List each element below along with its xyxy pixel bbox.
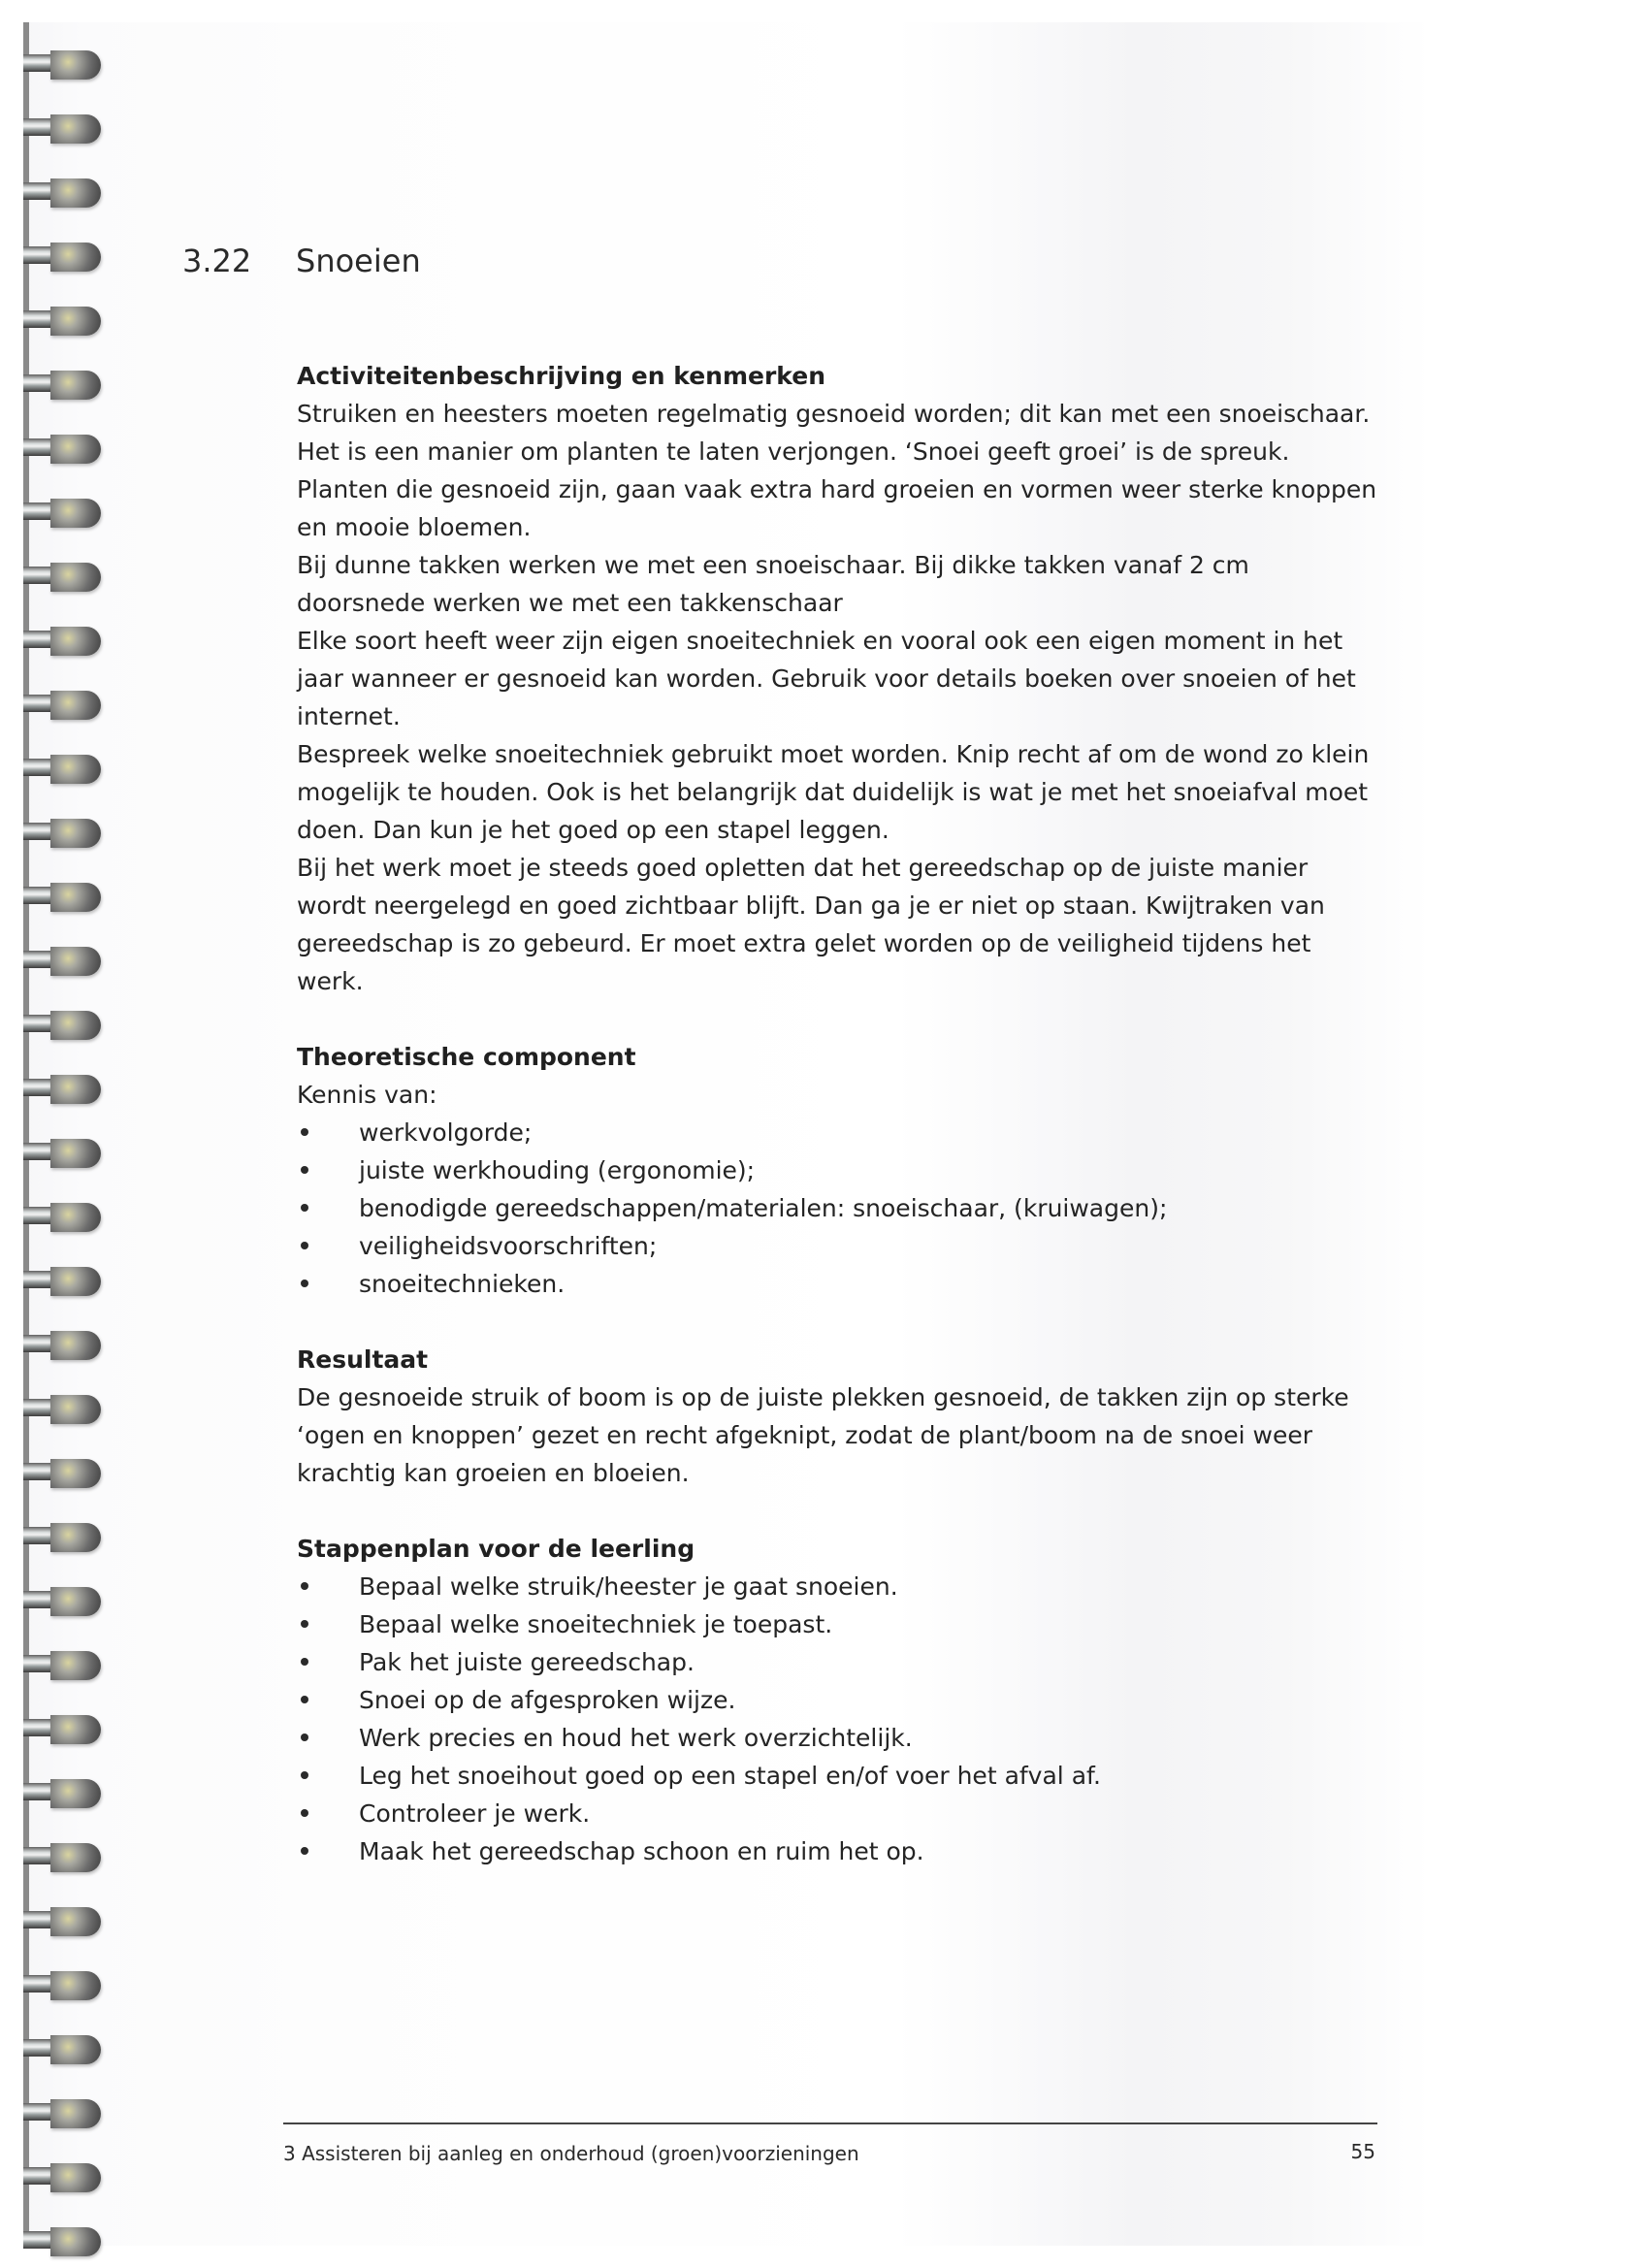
list-item-text: Leg het snoeihout goed op een stapel en/of voer het afval af. [359, 1762, 1101, 1790]
section-heading-stappenplan: Stappenplan voor de leerling [297, 1535, 695, 1563]
list-item [297, 1151, 1383, 1189]
footer-divider [283, 2122, 1377, 2124]
list-item-text: Bepaal welke struik/heester je gaat snoeien. [359, 1572, 898, 1601]
binding-coil-icon [23, 817, 78, 848]
list-item [297, 1832, 1383, 1870]
section-heading-activiteiten: Activiteitenbeschrijving en kenmerken [297, 362, 826, 390]
list-item-text: Werk precies en houd het werk overzichtelijk. [359, 1724, 913, 1752]
section-heading-resultaat: Resultaat [297, 1345, 429, 1374]
binding-coil-icon [23, 1009, 78, 1040]
binding-coil-icon [23, 1649, 78, 1680]
binding-coil-icon [23, 305, 78, 336]
binding-coil-icon [23, 49, 78, 80]
list-item-text: Pak het juiste gereedschap. [359, 1648, 695, 1676]
binding-coil-icon [23, 2225, 78, 2256]
bullet-icon [301, 1620, 308, 1628]
binding-coil-icon [23, 689, 78, 720]
footer-chapter-title: 3 Assisteren bij aanleg en onderhoud (groen)voorzieningen [283, 2142, 859, 2165]
document-body [297, 357, 1383, 1870]
list-item [297, 1795, 1383, 1832]
bullet-icon [301, 1242, 308, 1249]
bullet-icon [301, 1847, 308, 1855]
binding-coil-icon [23, 1265, 78, 1296]
binding-coil-icon [23, 1457, 78, 1488]
bullet-icon [301, 1166, 308, 1174]
binding-coil-icon [23, 369, 78, 400]
list-item-text: Maak het gereedschap schoon en ruim het op. [359, 1837, 924, 1865]
bullet-icon [301, 1128, 308, 1136]
list-item-text: werkvolgorde; [359, 1118, 533, 1147]
bullet-icon [301, 1204, 308, 1212]
list-item-text: benodigde gereedschappen/materialen: snoeischaar, (kruiwagen); [359, 1194, 1168, 1222]
binding-coil-icon [23, 1713, 78, 1744]
list-item [297, 1719, 1383, 1757]
binding-coil-icon [23, 1201, 78, 1232]
bullet-icon [301, 1809, 308, 1817]
binding-coil-icon [23, 945, 78, 976]
steps-list [297, 1568, 1383, 1870]
binding-coil-icon [23, 1905, 78, 1936]
binding-coil-icon [23, 1329, 78, 1360]
binding-coil-icon [23, 1073, 78, 1104]
list-item [297, 1568, 1383, 1605]
page-title: Snoeien [296, 243, 421, 279]
binding-coil-icon [23, 241, 78, 272]
binding-coil-icon [23, 1137, 78, 1168]
binding-coil-icon [23, 2033, 78, 2064]
list-item-text: veiligheidsvoorschriften; [359, 1232, 658, 1260]
binding-coil-icon [23, 561, 78, 592]
binding-coil-icon [23, 1393, 78, 1424]
list-item [297, 1227, 1383, 1265]
page-number: 55 [1350, 2140, 1375, 2163]
paragraph: Bespreek welke snoeitechniek gebruikt moet worden. Knip recht af om de wond zo klein mogelijk te houden. Ook is het belangrijk dat duidelijk is wat je met het snoeiafval moet doen. Dan kun je het goed op een stapel leggen. [297, 740, 1370, 844]
binding-coil-icon [23, 1585, 78, 1616]
paragraph: Elke soort heeft weer zijn eigen snoeitechniek en vooral ook een eigen moment in het jaar wanneer er gesnoeid kan worden. Gebruik voor details boeken over snoeien of het internet. [297, 627, 1356, 730]
list-item [297, 1114, 1383, 1151]
binding-coil-icon [23, 177, 78, 208]
binding-coil-icon [23, 881, 78, 912]
paragraph: Bij dunne takken werken we met een snoeischaar. Bij dikke takken vanaf 2 cm doorsnede werken we met een takkenschaar [297, 551, 1249, 617]
bullet-icon [301, 1280, 308, 1287]
list-item [297, 1643, 1383, 1681]
binding-coil-icon [23, 433, 78, 464]
binding-coil-icon [23, 753, 78, 784]
knowledge-list [297, 1114, 1383, 1303]
list-item [297, 1189, 1383, 1227]
bullet-icon [301, 1771, 308, 1779]
list-item-text: juiste werkhouding (ergonomie); [359, 1156, 756, 1184]
list-item [297, 1605, 1383, 1643]
list-item [297, 1681, 1383, 1719]
bullet-icon [301, 1658, 308, 1666]
section-number: 3.22 [182, 243, 252, 279]
list-item-text: Snoei op de afgesproken wijze. [359, 1686, 736, 1714]
binding-coil-icon [23, 497, 78, 528]
paragraph: Bij het werk moet je steeds goed opletten dat het gereedschap op de juiste manier wordt neergelegd en goed zichtbaar blijft. Dan ga je er niet op staan. Kwijtraken van gereedschap is zo gebeurd. Er moet extra gelet worden op de veiligheid tijdens het werk. [297, 854, 1325, 995]
binding-coil-icon [23, 625, 78, 656]
bullet-icon [301, 1733, 308, 1741]
binding-coil-icon [23, 1777, 78, 1808]
binding-coil-icon [23, 113, 78, 144]
paragraph: Struiken en heesters moeten regelmatig gesnoeid worden; dit kan met een snoeischaar. Het is een manier om planten te laten verjongen. ‘Snoei geeft groei’ is de spreuk. Planten die gesnoeid zijn, gaan vaak extra hard groeien en vormen weer sterke knoppen en mooie bloemen. [297, 400, 1377, 541]
list-item [297, 1757, 1383, 1795]
binding-coil-icon [23, 2161, 78, 2192]
binding-coil-icon [23, 2097, 78, 2128]
section-heading-theoretisch: Theoretische component [297, 1043, 636, 1071]
binding-coil-icon [23, 1969, 78, 2000]
list-item-text: snoeitechnieken. [359, 1270, 566, 1298]
list-intro: Kennis van: [297, 1081, 437, 1109]
paragraph: De gesnoeide struik of boom is op de juiste plekken gesnoeid, de takken zijn op sterke ‘ogen en knoppen’ gezet en recht afgeknipt, zodat de plant/boom na de snoei weer krachtig kan groeien en bloeien. [297, 1383, 1349, 1487]
bullet-icon [301, 1696, 308, 1703]
binding-coil-icon [23, 1521, 78, 1552]
list-item-text: Bepaal welke snoeitechniek je toepast. [359, 1610, 833, 1638]
list-item-text: Controleer je werk. [359, 1799, 591, 1828]
list-item [297, 1265, 1383, 1303]
bullet-icon [301, 1582, 308, 1590]
binding-coil-icon [23, 1841, 78, 1872]
